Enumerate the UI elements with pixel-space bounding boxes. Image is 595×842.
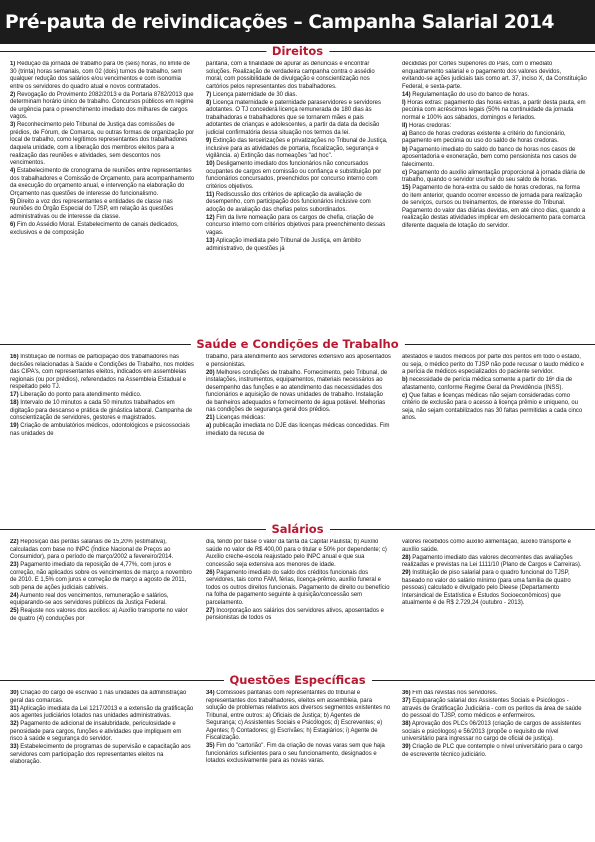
item-number: b) [402, 377, 408, 384]
demand-item [206, 570, 391, 608]
item-text: Criação de ambulatórios médicos, odontológicos e psicossociais nas unidades de [10, 423, 190, 437]
section-header-saude [0, 337, 595, 352]
text-column [10, 354, 195, 520]
item-text: Estabelecimento de programas de supervisão e capacitação aos servidores com participação dos representantes eleitos na elaboração. [10, 744, 191, 766]
item-text: Banco de horas credoras existente a critério do funcionário, pagamento em pecúnia ou uso do saldo de horas credoras. [402, 130, 566, 145]
item-text: Aplicação imediata da Lei 1217/2013 e a extensão da gratificação aos agentes judiciários lotados nas unidades administrativas. [10, 705, 194, 720]
demand-item [402, 185, 587, 230]
item-number: 20) [206, 369, 215, 376]
demand-item [402, 393, 587, 423]
item-text: Direito a voz dos representantes e entidades de classe nas reuniões do Órgão Especial do TJSP, em relação às questões administrativas ou de interesse da classe. [10, 198, 174, 220]
item-number: 1) [10, 61, 16, 67]
item-text: Reajuste nos valores dos auxílios: a) Auxílio transporte no valor de quatro (4) conduções por [10, 608, 188, 622]
item-text: atestados e laudos médicos por parte dos peritos em todo o estado, ou seja, o médico perito do TJSP não pode recusar o laudo médico e a perícia de médicos especializados do paciente servidor. [402, 354, 584, 376]
demand-item [402, 377, 587, 392]
demand-item [402, 690, 587, 698]
item-number: 38) [402, 721, 411, 728]
demand-item [402, 147, 587, 170]
demand-item [206, 423, 391, 438]
item-number: II) [402, 122, 408, 129]
item-number: 19) [10, 423, 19, 430]
demand-item [206, 743, 391, 766]
item-number: 30) [10, 690, 19, 696]
item-number: 22) [10, 539, 19, 545]
demand-item [10, 690, 195, 705]
text-column [402, 690, 587, 838]
demand-item [206, 138, 391, 161]
item-text: Que faltas e licenças médicas não sejam consideradas como critério de exclusão para o acesso à licença prêmio e uniqueno, ou seja, não sejam contabilizados nas 30 faltas permitidas a cada cinco anos. [402, 392, 583, 422]
item-text: valores recebidos como auxílio alimentação, auxílio transporte e auxílio saúde. [402, 539, 571, 553]
item-text: Pagamento imediato do saldo do banco de horas nos casos de aposentadoria e exoneração, bem como pensionista nos casos de falecimento. [402, 146, 577, 168]
page-title: Pré-pauta de reivindicações – Campanha Salarial 2014 [0, 0, 595, 44]
item-text: Regulamentação do uso do banco de horas. [412, 91, 530, 98]
item-number: 29) [402, 570, 411, 577]
item-number: 15) [402, 185, 411, 192]
demand-item [206, 238, 391, 253]
demand-item [206, 608, 391, 623]
item-text: Liberação do ponto para atendimento médico. [20, 392, 142, 399]
section-header-direitos [0, 44, 595, 59]
item-number: 4) [10, 168, 16, 175]
item-number: 3) [10, 122, 16, 129]
item-text: Revogação do Provimento 2082/2013 e da Portaria 8782/2013 que determinam horário único de trabalho. Concursos públicos em regime de urgência para o preenchimento imediato dos milhares de cargos vagos. [10, 91, 194, 121]
item-number: 11) [206, 191, 215, 198]
text-column [206, 61, 391, 335]
demand-item [206, 215, 391, 238]
item-text: decididas por Cortes Superiores do País, com o imediato enquadramento salarial e o pagamento dos valores devidos, evitando-se ações judiciais tais como art. 37, inciso X, da Constituição Federal, e sexta-parte. [402, 61, 587, 90]
section-header-salarios [0, 522, 595, 537]
item-number: 24) [10, 592, 19, 599]
item-text: publicação imediata no DJE das licenças médicas concedidas. Fim imediato da recusa de [206, 423, 390, 437]
item-number: 8) [206, 99, 212, 106]
item-number: c) [402, 392, 408, 399]
item-number: 17) [10, 392, 19, 399]
demand-item [10, 562, 195, 592]
demand-item [10, 122, 195, 167]
demand-item [206, 161, 391, 191]
section-body-saude [10, 354, 587, 520]
section-title-saude: Saúde e Condições de Trabalho [190, 337, 404, 352]
demand-item [402, 721, 587, 744]
demand-item-continued [402, 539, 587, 554]
demand-item [402, 131, 587, 146]
text-column [10, 690, 195, 838]
item-number: 14) [402, 91, 411, 98]
item-text: Instituição de normas de participação dos trabalhadores nas decisões relacionadas à Saúde e Condições de Trabalho, nos moldes das CIPA's, com representantes eleitos, indicados em assembleias regionais (ou por prédios), referendados na Assembleia Estadual e respeitado pelo TJ. [10, 354, 194, 391]
demand-item [10, 354, 195, 392]
demand-item [10, 539, 195, 562]
text-column [402, 354, 587, 520]
demand-item [10, 744, 195, 767]
item-text: Equiparação salarial dos Assistentes Sociais e Psicólogos - através de Gratificação Judiciária - com os peritos da área de saúde do pessoal do TJSP, como médicos e enfermeiros. [402, 698, 582, 720]
section-body-especificas [10, 690, 587, 838]
item-number: I) [402, 99, 406, 106]
demand-item [402, 570, 587, 608]
demand-item [10, 706, 195, 721]
item-text: Fim do Assédio Moral. Estabelecimento de canais dedicados, exclusivos e de composição [10, 221, 179, 236]
text-column [10, 539, 195, 671]
item-number: 27) [206, 607, 215, 614]
item-text: Fim da livre nomeação para os cargos de chefia, criação de concurso interno com critérios objetivos para preenchimento dessas vagas. [206, 214, 386, 237]
item-number: 25) [10, 608, 19, 615]
item-text: paritária, com a finalidade de apurar as denúncias e encontrar soluções. Realização de verdadeira campanha contra o assédio moral, com possibilidade de divulgação e conscientização nos cartórios pelos representantes dos trabalhadores. [206, 61, 375, 90]
item-text: Criação de PLC que contemple o nível universitário para o cargo de escrevente técnico judiciário. [402, 744, 583, 758]
demand-item [206, 192, 391, 215]
item-text: trabalho, para atendimento aos servidores extensivo aos aposentados e pensionistas. [206, 354, 391, 368]
text-column [206, 354, 391, 520]
demand-item [402, 92, 587, 100]
item-text: Fim das revistas nos servidores. [412, 690, 498, 696]
item-text: Pagamento de hora-extra ou saldo de horas credoras, na forma do item anterior, quando ocorrer excesso de jornada para realização de serviços, cursos ou treinamentos, de interesse do Tribunal. Pagamento do valor das diárias devidas, em até cinco dias, quando a realização destas atividades implicar em deslocamento para comarca diferente daquela de lotação do servidor. [402, 185, 586, 229]
item-number: 36) [402, 690, 411, 696]
item-number: a) [402, 130, 408, 137]
item-number: 5) [10, 198, 16, 205]
demand-item-continued [206, 61, 391, 91]
item-number: 7) [206, 91, 212, 98]
demand-item [402, 744, 587, 759]
item-number: 10) [206, 161, 215, 168]
section-body-salarios [10, 539, 587, 671]
item-number: 32) [10, 721, 19, 728]
text-column [206, 539, 391, 671]
item-text: Desligamento imediato dos funcionários não concursados ocupantes de cargos em comissão ou confiança e substituição por funcionários concursados, preenchidos por concurso interno com critérios objetivos. [206, 161, 382, 190]
item-number: 23) [10, 562, 19, 569]
item-number: 18) [10, 400, 19, 407]
item-text: Pagamento do auxílio alimentação proporcional à jornada diária de trabalho, quando o servidor usufruir do seu saldo de horas. [402, 169, 586, 184]
item-number: 13) [206, 238, 215, 245]
item-text: Licença paternidade de 30 dias. [212, 91, 298, 98]
demand-item [402, 170, 587, 185]
demand-item [10, 92, 195, 122]
item-text: Rediscussão dos critérios de aplicação da avaliação de desempenho, com participação dos funcionários inclusive com adoção de avaliação das chefias pelos subordinados. [206, 191, 371, 213]
demand-item-continued [206, 539, 391, 569]
item-number: 33) [10, 744, 19, 751]
demand-item [402, 555, 587, 570]
item-number: 37) [402, 698, 411, 705]
item-text: Aumento real dos vencimentos, remuneração e salários, equiparando-se aos servidores públicos da Justiça Federal. [10, 592, 169, 607]
section-title-salarios: Salários [265, 522, 329, 537]
item-number: 39) [402, 744, 411, 751]
demand-item [206, 370, 391, 415]
item-text: Extinção das terceirizações e privatizações no Tribunal de Justiça, inclusive para as atividades de portaria, fiscalização, segurança e vigilância. a) Extinção das nomeações "ad hoc". [206, 137, 388, 160]
text-column [402, 539, 587, 671]
item-number: c) [402, 169, 408, 176]
item-text: Pagamento de adicional de insalubridade, periculosidade e penosidade para cargos, funções e atividades que impliquem em risco à saúde e segurança do servidor. [10, 721, 182, 743]
item-text: Aplicação imediata pelo Tribunal de Justiça, em âmbito administrativo, de questões já [206, 238, 361, 252]
demand-item [402, 100, 587, 123]
item-number: 28) [402, 554, 411, 561]
item-number: 35) [206, 743, 215, 750]
item-text: Aprovação dos PLCs 06/2013 (criação de cargos de assistentes sociais e psicólogos) e 56/2013 (propõe o requisito de nível universitário para ingressar no cargo de oficial de justiça). [402, 721, 581, 743]
text-column [10, 61, 195, 335]
item-text: Horas extras: pagamento das horas extras, a partir desta pauta, em pecúnia com acréscimos legais (50% na continuidade da jornada normal e 100% aos sábados, domingos e feriados. [402, 99, 586, 121]
section-header-especificas [0, 673, 595, 688]
item-number: 12) [206, 214, 215, 221]
demand-item [206, 690, 391, 743]
demand-item [206, 415, 391, 423]
item-text: Pagamento imediato do saldo dos créditos funcionais dos servidores, tais como FAM, férias, licença-prêmio, auxílio funeral e todos os outros direitos funcionais. Pagamento de direito ou benefício na folha de pagamento seguinte à quisição/concessão sem parcelamento. [206, 569, 390, 606]
item-text: Horas credoras: [408, 122, 452, 129]
demand-item-continued [206, 354, 391, 369]
item-text: Redução da jornada de trabalho para 06 (seis) horas, no limite de 30 (trinta) horas semanais, com 02 (dois) turnos de trabalho, sem qualquer redução dos salários e/ou vencimentos e com isonomia entre os servidores do quadro atual e novos contratados. [10, 61, 190, 90]
item-number: 34) [206, 690, 215, 696]
item-number: 21) [206, 415, 215, 422]
item-text: Instituição de piso salarial para o quadro funcional do TJSP, baseado no valor do salário mínimo (para uma família de quatro pessoas) calculado e divulgado pelo Dieese (Departamento Intersindical de Estatística e Estudos Socioeconômicos) que atualmente é de R$ 2.729,24 (outubro - 2013). [402, 570, 571, 607]
item-text: Reconhecimento pelo Tribunal de Justiça das comissões de prédios, de Fórum, de Comarca, ou outras formas de organização por local de trabalho, como legítimos representantes dos trabalhadores daquela unidade, com a liberação dos membros eleitos para a realização das reuniões e atividades, sem descontos nos vencimentos. [10, 122, 195, 167]
section-body-direitos [10, 61, 587, 335]
demand-item [10, 61, 195, 91]
item-text: Melhores condições de trabalho. Fornecimento, pelo Tribunal, de instalações, instrumentos, equipamentos, materiais necessários ao desempenho das funções e ao atendimento das necessidades dos funcionários e aquisição de novas unidades de trabalho. Instalação de banheiros adequados e fornecimento de água potável. Melhorias nas condições de segurança geral dos prédios. [206, 369, 388, 414]
item-number: 2) [10, 91, 16, 98]
text-column [402, 61, 587, 335]
demand-item [10, 222, 195, 237]
item-text: Estabelecimento de cronograma de reuniões entre representantes dos trabalhadores e Comissão de Orçamento, para acompanhamento da execução do orçamento anual, e intervenção na elaboração do Orçamento nas questões de interesse do funcionalismo. [10, 168, 195, 197]
text-column [206, 690, 391, 838]
demand-item [10, 423, 195, 438]
demand-item [206, 92, 391, 100]
demand-item [10, 392, 195, 400]
item-text: Reposição das perdas salariais de 15,20% (estimativa), calculadas com base no INPC (Índice Nacional de Preços ao Consumidor), para o período de março/2002 a fevereiro/2014. [10, 539, 174, 561]
demand-item [10, 168, 195, 198]
section-title-especificas: Questões Específicas [223, 673, 371, 688]
demand-item [10, 400, 195, 423]
demand-item [206, 100, 391, 138]
item-text: Criação do cargo de escrivão 1 nas unidades da administração geral das comarcas. [10, 690, 187, 704]
demand-item [10, 199, 195, 222]
item-text: necessidade de perícia médica somente a partir do 16º dia de afastamento, conforme Regime Geral da Previdência (INSS). [402, 377, 573, 391]
item-number: a) [206, 423, 212, 430]
demand-item [402, 123, 587, 131]
item-text: Pagamento imediato das valores decorrentes das avaliações realizadas e previstas na Lei 1111/10 (Plano de Cargos e Carreiras). [402, 554, 582, 569]
item-text: dia, tendo por base o valor da tarifa da Capital Paulista; b) Auxílio saúde no valor de R$ 400,00 para o titular e 50% por dependente; c) Auxílio creche-escola reajustado pelo INPC anual e que sua concessão seja extensiva aos menores de idade. [206, 539, 387, 568]
item-text: Comissões paritárias com representantes do tribunal e representantes dos trabalhadores, eleitos em assembleia, para solução de problemas relativos aos diversos segmentos existentes no Tribunal, entre outros: a) Oficiais de Justiça; b) Agentes de Segurança; c) Assistentes Sociais e Psicólogos; d) Escreventes; e) Agentes; f) Contadores; g) Escrivães; h) Estagiários; i) Agente de Fiscalização. [206, 690, 391, 742]
item-text: Fim do "cartorião". Fim da criação de novas varas sem que haja funcionários suficientes para o seu funcionamento, designados e lotados exclusivamente para as novas varas. [206, 743, 385, 765]
item-text: Pagamento imediato da reposição de 4,77%, com juros e correção, não aplicados sobre os vencimentos de março a novembro de 2010. E 1,5% com juros e correção de março a agosto de 2011, sob pena de ações judiciais cabíveis. [10, 562, 192, 591]
item-number: 6) [10, 221, 16, 228]
item-text: Intervalo de 10 minutos a cada 50 minutos trabalhados em digitação para descanso e prática de ginástica laboral. Campanha de conscientização de servidores, gestores e magistrados. [10, 400, 193, 422]
section-title-direitos: Direitos [266, 44, 329, 59]
item-text: Licenças médicas: [216, 415, 266, 422]
demand-item [10, 721, 195, 744]
item-number: 16) [10, 354, 19, 360]
item-number: b) [402, 146, 408, 153]
demand-item [402, 698, 587, 721]
demand-item [10, 593, 195, 608]
item-number: 9) [206, 137, 212, 144]
item-number: 31) [10, 705, 19, 712]
item-text: Licença maternidade e paternidade paraservidores e servidores adotantes. O TJ concederá licença remunerada de 180 dias às trabalhadoras e trabalhadores que se tornarem mães e pais adotantes de crianças e adolescentes, a partir da data da decisão judicial confirmatória dessa situação nos termos da lei. [206, 99, 381, 136]
demand-item-continued [402, 61, 587, 91]
item-text: Incorporação aos salários dos servidores ativos, aposentados e pensionistas de todos os [206, 607, 384, 622]
item-number: 26) [206, 569, 215, 576]
demand-item-continued [402, 354, 587, 377]
demand-item [10, 608, 195, 623]
